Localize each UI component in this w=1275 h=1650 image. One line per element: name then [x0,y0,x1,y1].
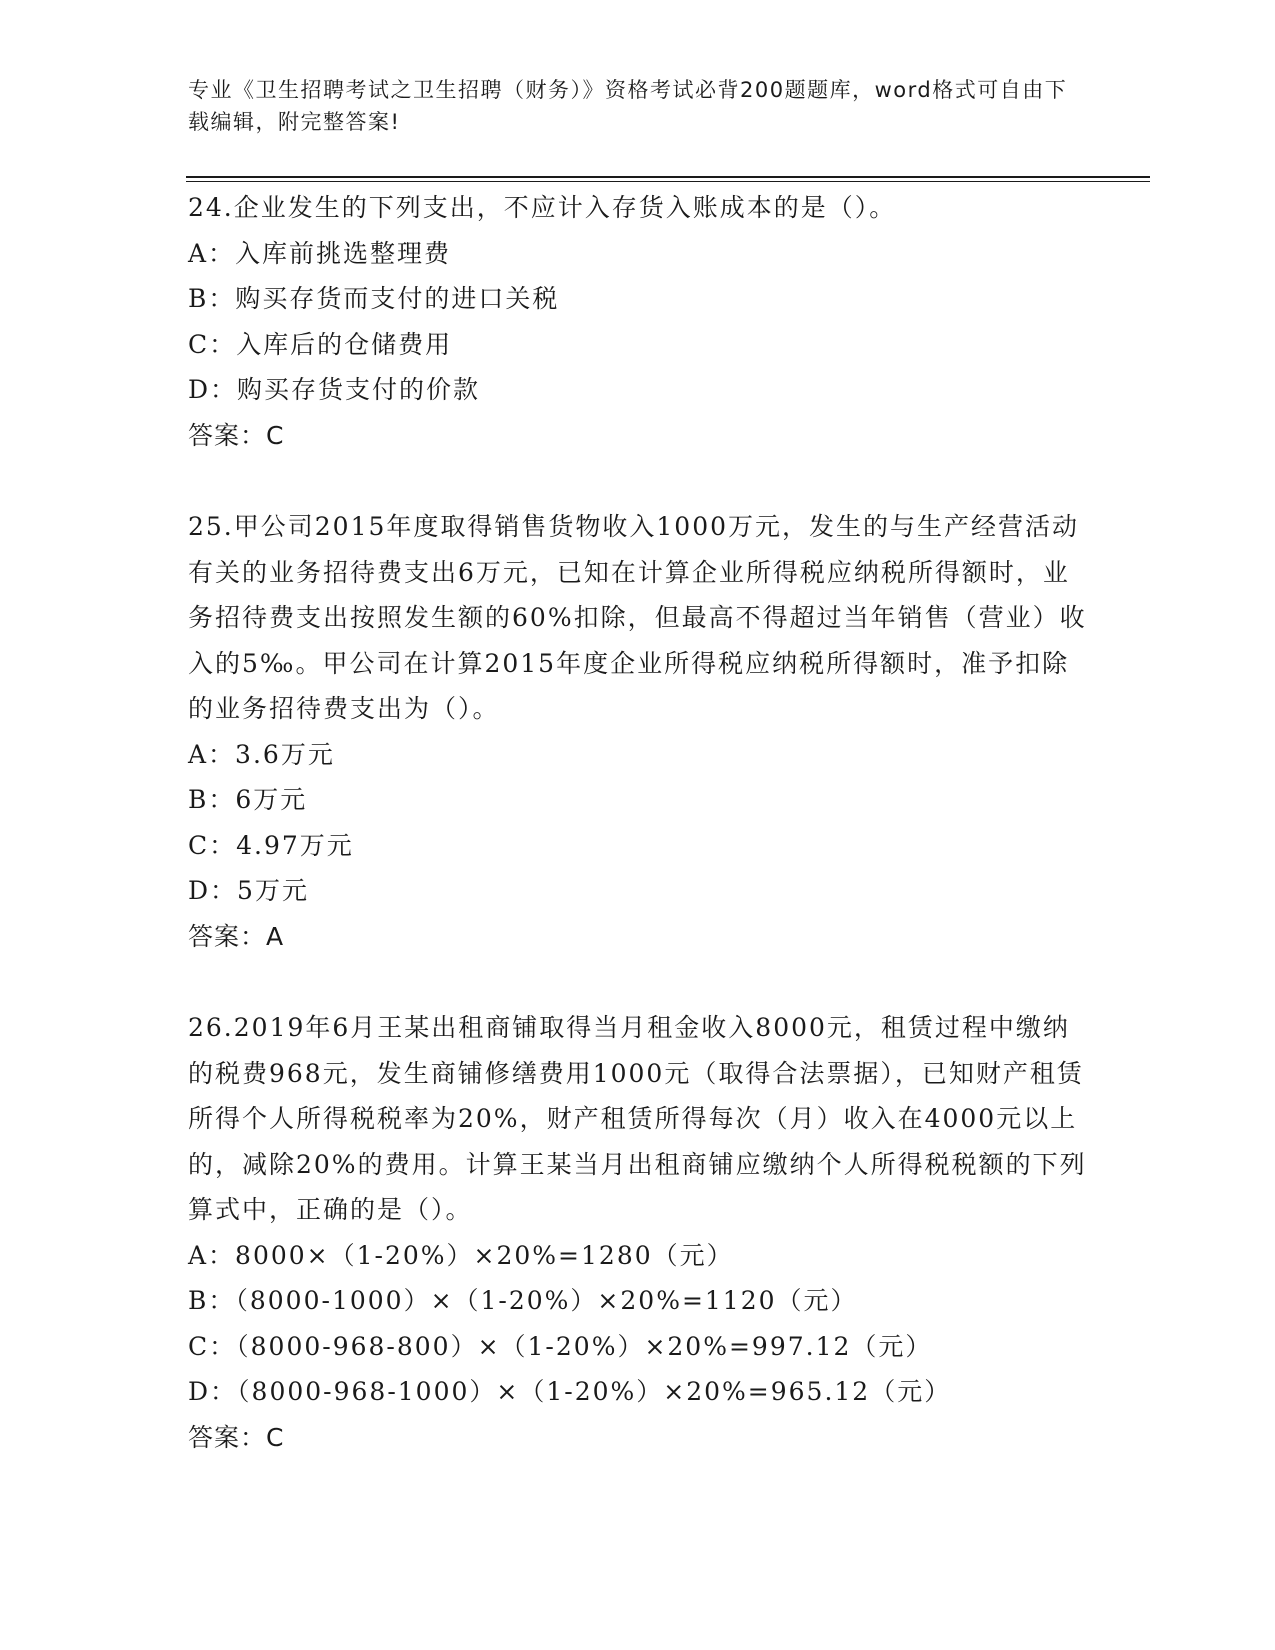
document-header: 专业《卫生招聘考试之卫生招聘（财务）》资格考试必背200题题库，word格式可自由下载编辑，附完整答案! [188,78,1068,134]
answer: 答案：A [188,921,285,951]
question-24 [188,185,1088,458]
question-spacer [188,458,1088,504]
option-a: A：3.6万元 [188,739,335,769]
option-b: B：6万元 [188,785,308,814]
question-stem: 26.2019年6月王某出租商铺取得当月租金收入8000元，租赁过程中缴纳的税费968元，发生商铺修缮费用1000元（取得合法票据），已知财产租赁所得个人所得税税率为20%，财产租赁所得每次（月）收入在4000元以上的，减除20%的费用。计算王某当月出租商铺应缴纳个人所得税税额的下列算式中，正确的是（）。 [188,1013,1087,1224]
question-stem: 25.甲公司2015年度取得销售货物收入1000万元，发生的与生产经营活动有关的业务招待费支出6万元，已知在计算企业所得税应纳税所得额时，业务招待费支出按照发生额的60%扣除，但最高不得超过当年销售（营业）收入的5‰。甲公司在计算2015年度企业所得税应纳税所得额时，准予扣除的业务招待费支出为（）。 [188,512,1087,723]
option-c: C：入库后的仓储费用 [188,329,453,359]
question-stem: 24.企业发生的下列支出，不应计入存货入账成本的是（）。 [188,193,897,222]
option-a: A：入库前挑选整理费 [188,238,452,268]
option-d: D：（8000-968-1000）×（1-20%）×20%=965.12（元） [188,1377,952,1406]
question-25 [188,504,1088,959]
option-d: D：购买存货支付的价款 [188,375,481,404]
option-c: C：4.97万元 [188,830,354,860]
option-d: D：5万元 [188,876,309,905]
option-c: C：（8000-968-800）×（1-20%）×20%=997.12（元） [188,1331,933,1361]
option-b: B：（8000-1000）×（1-20%）×20%=1120（元） [188,1286,858,1315]
question-26 [188,1005,1088,1460]
header-divider-thick [186,176,1150,178]
answer: 答案：C [188,420,285,450]
option-a: A：8000×（1-20%）×20%=1280（元） [188,1240,734,1270]
header-divider-thin [186,181,1150,182]
question-list [188,185,1088,1460]
answer: 答案：C [188,1422,285,1452]
question-spacer [188,959,1088,1005]
option-b: B：购买存货而支付的进口关税 [188,284,560,313]
